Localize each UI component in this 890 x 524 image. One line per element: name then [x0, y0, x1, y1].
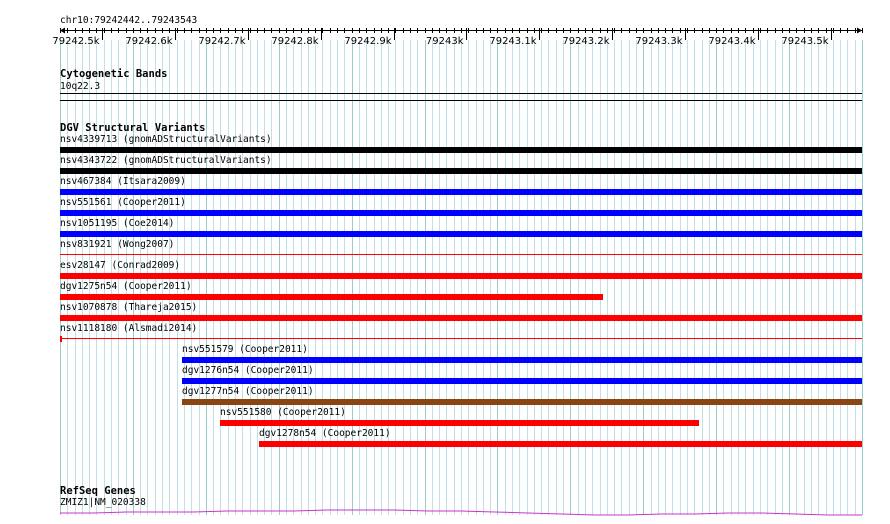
dgv-feature-label[interactable]: nsv551579 (Cooper2011) [182, 344, 308, 355]
ruler-tick-label: 79243k [425, 36, 464, 47]
ruler-tick-label: 79243.2k [562, 36, 610, 47]
ruler-tick-label: 79243.3k [635, 36, 683, 47]
refseq-gene-path[interactable] [60, 510, 862, 515]
dgv-track-title: DGV Structural Variants [60, 122, 206, 134]
dgv-feature-thin-line[interactable] [60, 338, 862, 339]
ruler-tick-label: 79242.7k [198, 36, 246, 47]
dgv-feature-bar[interactable] [182, 357, 862, 363]
dgv-feature-bar[interactable] [259, 441, 862, 447]
ruler-tick-label: 79242.6k [125, 36, 173, 47]
dgv-feature-label[interactable]: nsv4343722 (gnomADStructuralVariants) [60, 155, 272, 166]
ruler-tick-label: 79243.5k [781, 36, 829, 47]
refseq-track-title: RefSeq Genes [60, 485, 136, 497]
dgv-feature-label[interactable]: nsv1051195 (Coe2014) [60, 218, 175, 229]
dgv-feature-label[interactable]: dgv1275n54 (Cooper2011) [60, 281, 192, 292]
cytoband-label[interactable]: 10q22.3 [60, 81, 101, 92]
dgv-feature-bar[interactable] [60, 231, 862, 237]
dgv-feature-bar[interactable] [60, 294, 603, 300]
dgv-feature-label[interactable]: nsv467384 (Itsara2009) [60, 176, 186, 187]
ruler-tick-label: 79243.1k [489, 36, 537, 47]
dgv-feature-bar[interactable] [60, 210, 862, 216]
dgv-feature-bar[interactable] [60, 336, 62, 342]
dgv-feature-label[interactable]: nsv1070878 (Thareja2015) [60, 302, 198, 313]
dgv-feature-thin-line[interactable] [60, 254, 862, 255]
ruler-tick-label: 79242.9k [344, 36, 392, 47]
dgv-feature-label[interactable]: dgv1278n54 (Cooper2011) [259, 428, 391, 439]
dgv-feature-label[interactable]: esv28147 (Conrad2009) [60, 260, 181, 271]
cytoband-track-title: Cytogenetic Bands [60, 68, 168, 80]
ruler-right-arrow[interactable] [857, 28, 862, 34]
dgv-feature-bar[interactable] [60, 189, 862, 195]
ruler-tick-label: 79242.5k [52, 36, 100, 47]
dgv-feature-label[interactable]: dgv1277n54 (Cooper2011) [182, 386, 314, 397]
ruler-tick-label: 79242.8k [271, 36, 319, 47]
dgv-feature-label[interactable]: nsv551580 (Cooper2011) [220, 407, 346, 418]
dgv-feature-label[interactable]: dgv1276n54 (Cooper2011) [182, 365, 314, 376]
dgv-feature-label[interactable]: nsv831921 (Wong2007) [60, 239, 175, 250]
refseq-gene-label[interactable]: ZMIZ1|NM_020338 [60, 497, 146, 508]
ruler-tick-label: 79243.4k [708, 36, 756, 47]
dgv-feature-label[interactable]: nsv4339713 (gnomADStructuralVariants) [60, 134, 272, 145]
dgv-feature-bar[interactable] [60, 147, 862, 153]
dgv-feature-bar[interactable] [220, 420, 699, 426]
dgv-feature-bar[interactable] [182, 399, 862, 405]
track-separator [60, 100, 862, 101]
dgv-feature-bar[interactable] [60, 273, 862, 279]
dgv-feature-bar[interactable] [60, 315, 862, 321]
dgv-feature-label[interactable]: nsv1118180 (Alsmadi2014) [60, 323, 198, 334]
dgv-feature-bar[interactable] [60, 168, 862, 174]
dgv-feature-bar[interactable] [182, 378, 862, 384]
location-label: chr10:79242442..79243543 [60, 15, 198, 26]
dgv-feature-label[interactable]: nsv551561 (Cooper2011) [60, 197, 186, 208]
position-ruler[interactable] [0, 0, 890, 60]
cytoband-line [60, 93, 862, 94]
